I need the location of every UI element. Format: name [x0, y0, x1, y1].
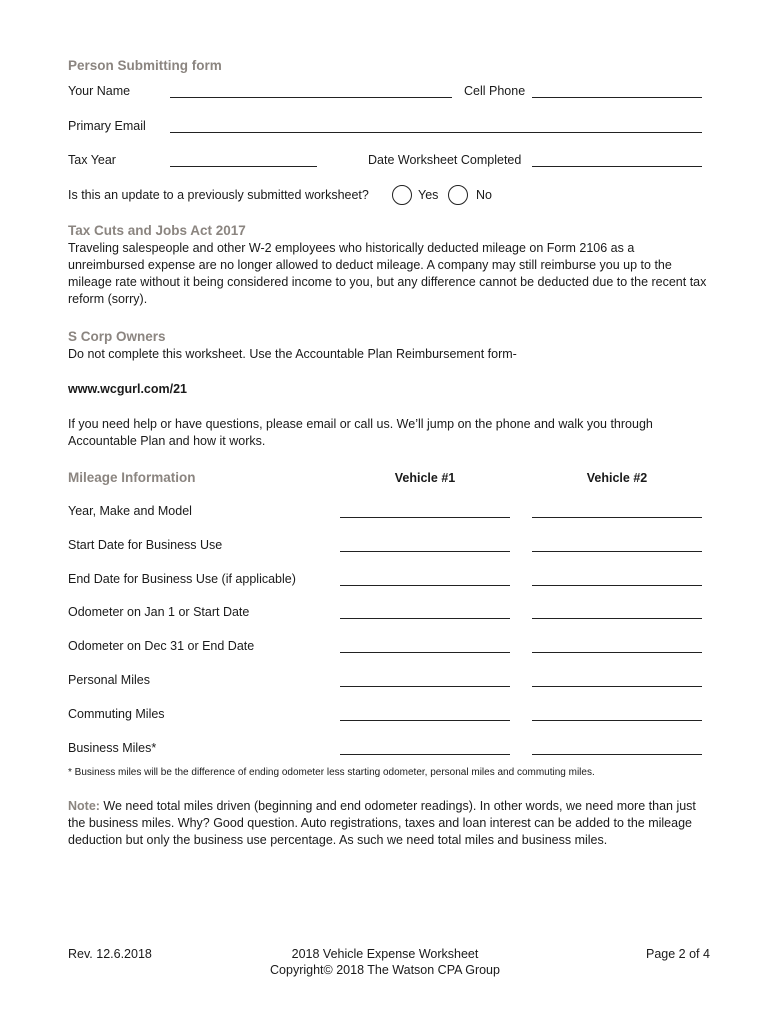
vehicle2-business-miles-field[interactable] [532, 754, 702, 755]
tax-cuts-title: Tax Cuts and Jobs Act 2017 [68, 223, 246, 238]
date-completed-field[interactable] [532, 166, 702, 167]
vehicle1-start-date-field[interactable] [340, 551, 510, 552]
row-label-odometer-end: Odometer on Dec 31 or End Date [68, 639, 255, 653]
vehicle1-end-date-field[interactable] [340, 585, 510, 586]
tax-year-field[interactable] [170, 166, 317, 167]
vehicle1-commuting-miles-field[interactable] [340, 720, 510, 721]
s-corp-body: Do not complete this worksheet. Use the Accountable Plan Reimbursement form- [68, 347, 517, 361]
vehicle1-business-miles-field[interactable] [340, 754, 510, 755]
mileage-title: Mileage Information [68, 470, 196, 485]
no-label: No [476, 188, 492, 202]
vehicle2-end-date-field[interactable] [532, 585, 702, 586]
note-paragraph [68, 798, 708, 849]
vehicle2-commuting-miles-field[interactable] [532, 720, 702, 721]
accountable-plan-link[interactable]: www.wcgurl.com/21 [68, 382, 188, 396]
primary-email-field[interactable] [170, 132, 702, 133]
row-label-end-date: End Date for Business Use (if applicable) [68, 572, 296, 586]
help-text: If you need help or have questions, please email or call us. We’ll jump on the phone and walk you through Accountable Plan and how it works. [68, 417, 653, 448]
footer-copyright: Copyright© 2018 The Watson CPA Group [270, 963, 500, 977]
cell-phone-label: Cell Phone [464, 84, 526, 98]
vehicle1-odometer-start-field[interactable] [340, 618, 510, 619]
s-corp-title: S Corp Owners [68, 329, 166, 344]
vehicle2-year-make-model-field[interactable] [532, 517, 702, 518]
yes-radio[interactable] [392, 185, 412, 205]
tax-year-label: Tax Year [68, 153, 116, 167]
vehicle2-odometer-end-field[interactable] [532, 652, 702, 653]
row-label-commuting-miles: Commuting Miles [68, 707, 165, 721]
no-radio[interactable] [448, 185, 468, 205]
footer-page-number: Page 2 of 4 [646, 947, 710, 961]
row-label-year-make-model: Year, Make and Model [68, 504, 192, 518]
footer-revision: Rev. 12.6.2018 [68, 947, 152, 961]
row-label-personal-miles: Personal Miles [68, 673, 150, 687]
vehicle2-personal-miles-field[interactable] [532, 686, 702, 687]
business-miles-footnote: * Business miles will be the difference of ending odometer less starting odometer, personal miles and commuting miles. [68, 767, 595, 778]
vehicle1-header: Vehicle #1 [394, 471, 456, 485]
row-label-odometer-start: Odometer on Jan 1 or Start Date [68, 605, 250, 619]
row-label-start-date: Start Date for Business Use [68, 538, 223, 552]
cell-phone-field[interactable] [532, 97, 702, 98]
date-completed-label: Date Worksheet Completed [368, 153, 522, 167]
vehicle1-personal-miles-field[interactable] [340, 686, 510, 687]
yes-label: Yes [418, 188, 439, 202]
note-body: We need total miles driven (beginning and end odometer readings). In other words, we need more than just the business miles. Why? Good question. Auto registrations, taxes and loan interest can be added to the mileage deduction but only the business use percentage. As such we need total miles and business miles. [68, 799, 696, 847]
vehicle2-start-date-field[interactable] [532, 551, 702, 552]
primary-email-label: Primary Email [68, 119, 146, 133]
vehicle2-header: Vehicle #2 [586, 471, 648, 485]
person-section-title: Person Submitting form [68, 58, 222, 73]
your-name-field[interactable] [170, 97, 452, 98]
note-label: Note: [68, 799, 100, 813]
tax-cuts-body: Traveling salespeople and other W-2 employees who historically deducted mileage on Form 2106 as a unreimbursed expense are no longer allowed to deduct mileage. A company may still reimburse you up to the mileage rate without it being considered income to you, but any difference cannot be deducted due to the recent tax reform (sorry). [68, 241, 707, 306]
vehicle2-odometer-start-field[interactable] [532, 618, 702, 619]
vehicle1-odometer-end-field[interactable] [340, 652, 510, 653]
vehicle1-year-make-model-field[interactable] [340, 517, 510, 518]
row-label-business-miles: Business Miles* [68, 741, 157, 755]
your-name-label: Your Name [68, 84, 131, 98]
footer-doc-title: 2018 Vehicle Expense Worksheet [291, 947, 479, 961]
update-question: Is this an update to a previously submitted worksheet? [68, 188, 369, 202]
